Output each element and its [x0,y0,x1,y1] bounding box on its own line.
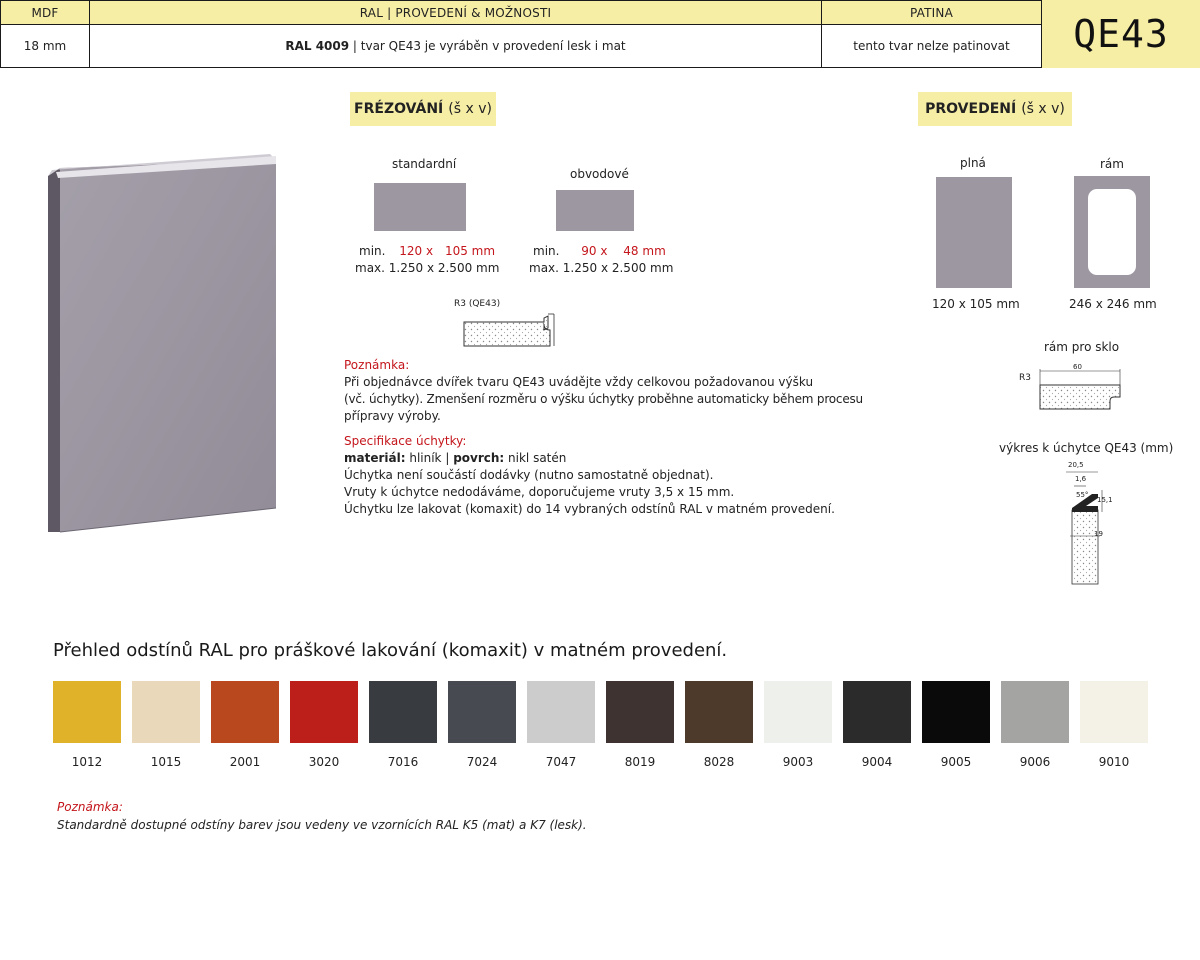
frame-size: 246 x 246 mm [1069,297,1157,311]
perimeter-min [533,244,666,258]
header-table [0,0,1042,68]
ral-swatch-7016 [369,681,437,743]
milling-profile-drawing [458,310,558,356]
ral-swatch-9004 [843,681,911,743]
ral-swatch-label: 3020 [308,755,340,769]
frame-shape [1074,176,1150,288]
ral-swatch-label: 1012 [71,755,103,769]
ral-swatch-9010 [1080,681,1148,743]
ral-swatch-label: 8019 [624,755,656,769]
milling-title: FRÉZOVÁNÍ [354,101,444,117]
model-code: QE43 [1042,0,1200,68]
ral-swatch-7047 [527,681,595,743]
solid-shape [936,177,1012,288]
handle-spec [344,433,844,518]
spec-surface-value: nikl satén [504,451,567,465]
ral-swatch-2001 [211,681,279,743]
spec-surface-label: povrch: [453,451,505,465]
ral-swatch-9003 [764,681,832,743]
header-col-patina: PATINA [821,0,1042,25]
glass-frame-r-label: R3 [1019,373,1031,383]
order-note-title: Poznámka: [344,358,410,372]
header-col-mdf: MDF [0,0,90,25]
standard-min-width: 120 x [399,244,434,258]
footer-note-title: Poznámka: [57,800,123,814]
frame-opening [1088,189,1136,275]
door-illustration [30,140,300,550]
handle-drawing-label: výkres k úchytce QE43 (mm) [999,441,1174,455]
mdf-value: 18 mm [0,24,90,68]
perimeter-max: max. 1.250 x 2.500 mm [529,261,674,275]
ral-swatch-label: 9005 [940,755,972,769]
order-note-line1: Při objednávce dvířek tvaru QE43 uvádějte vždy celkovou požadovanou výšku [344,375,814,389]
spec-line3: Vruty k úchytce nedodáváme, doporučujeme vruty 3,5 x 15 mm. [344,485,735,499]
milling-profile-svg [458,310,558,352]
spec-title: Specifikace úchytky: [344,434,467,448]
ral-description: | tvar QE43 je vyráběn v provedení lesk i mat [349,39,626,53]
handle-dim-2: 1,6 [1075,475,1087,483]
standard-max: max. 1.250 x 2.500 mm [355,261,500,275]
perimeter-shape [556,190,634,231]
ral-code: RAL 4009 [285,39,350,53]
milling-title-tag [350,92,496,126]
header-col-ral: RAL | PROVEDENÍ & MOŽNOSTI [89,0,822,25]
ral-swatch-label: 9003 [782,755,814,769]
glass-frame-dim: 60 [1073,363,1082,371]
perimeter-min-prefix: min. [533,244,560,258]
spec-material-label: materiál: [344,451,406,465]
design-title-suffix: (š x v) [1021,101,1065,117]
handle-dim-3: 55° [1076,491,1089,499]
ral-swatch-9006 [1001,681,1069,743]
ral-swatch-1012 [53,681,121,743]
spec-material [344,450,844,467]
perimeter-min-height: 48 mm [623,244,666,258]
handle-dim-5: 19 [1094,530,1103,538]
spec-line2: Úchytka není součástí dodávky (nutno samostatně objednat). [344,468,714,482]
patina-value: tento tvar nelze patinovat [821,24,1042,68]
ral-swatch-label: 9006 [1019,755,1051,769]
standard-label: standardní [392,157,457,171]
ral-swatch-3020 [290,681,358,743]
ral-swatch-label: 8028 [703,755,735,769]
order-note-line2: (vč. úchytky). Zmenšení rozměru o výšku úchytky proběhne automaticky během procesu [344,392,863,406]
footer-note-text: Standardně dostupné odstíny barev jsou vedeny ve vzornících RAL K5 (mat) a K7 (lesk). [57,818,587,832]
design-title: PROVEDENÍ [925,101,1017,117]
order-note [344,357,863,425]
ral-swatch-label: 9004 [861,755,893,769]
perimeter-label: obvodové [570,167,629,181]
standard-min-prefix: min. [359,244,386,258]
standard-shape [374,183,466,231]
ral-swatch-9005 [922,681,990,743]
milling-title-suffix: (š x v) [448,101,492,117]
ral-swatch-1015 [132,681,200,743]
ral-swatch-label: 7047 [545,755,577,769]
ral-swatch-label: 7016 [387,755,419,769]
standard-min-height: 105 mm [444,244,496,258]
ral-swatch-label: 1015 [150,755,182,769]
frame-label: rám [1100,157,1124,171]
standard-min [359,244,495,258]
door-drawing [30,140,300,550]
glass-frame-label: rám pro sklo [1044,340,1120,354]
profile-label: R3 (QE43) [454,299,501,309]
handle-dim-1: 20,5 [1068,461,1084,469]
glass-frame-profile-drawing [1030,365,1130,419]
spec-line4: Úchytku lze lakovat (komaxit) do 14 vybraných odstínů RAL v matném provedení. [344,502,835,516]
ral-swatch-label: 7024 [466,755,498,769]
ral-value [89,24,822,68]
spec-material-value: hliník | [405,451,454,465]
solid-label: plná [960,156,986,170]
ral-swatch-8019 [606,681,674,743]
ral-swatch-label: 9010 [1098,755,1130,769]
ral-swatch-8028 [685,681,753,743]
glass-frame-profile-svg [1030,365,1130,415]
solid-size: 120 x 105 mm [932,297,1020,311]
design-title-tag [918,92,1072,126]
handle-dim-4: 15,1 [1097,496,1113,504]
ral-swatch-label: 2001 [229,755,261,769]
perimeter-min-width: 90 x [581,244,608,258]
order-note-line3: přípravy výroby. [344,409,441,423]
ral-swatch-7024 [448,681,516,743]
ral-overview-heading: Přehled odstínů RAL pro práškové lakování (komaxit) v matném provedení. [53,640,728,661]
